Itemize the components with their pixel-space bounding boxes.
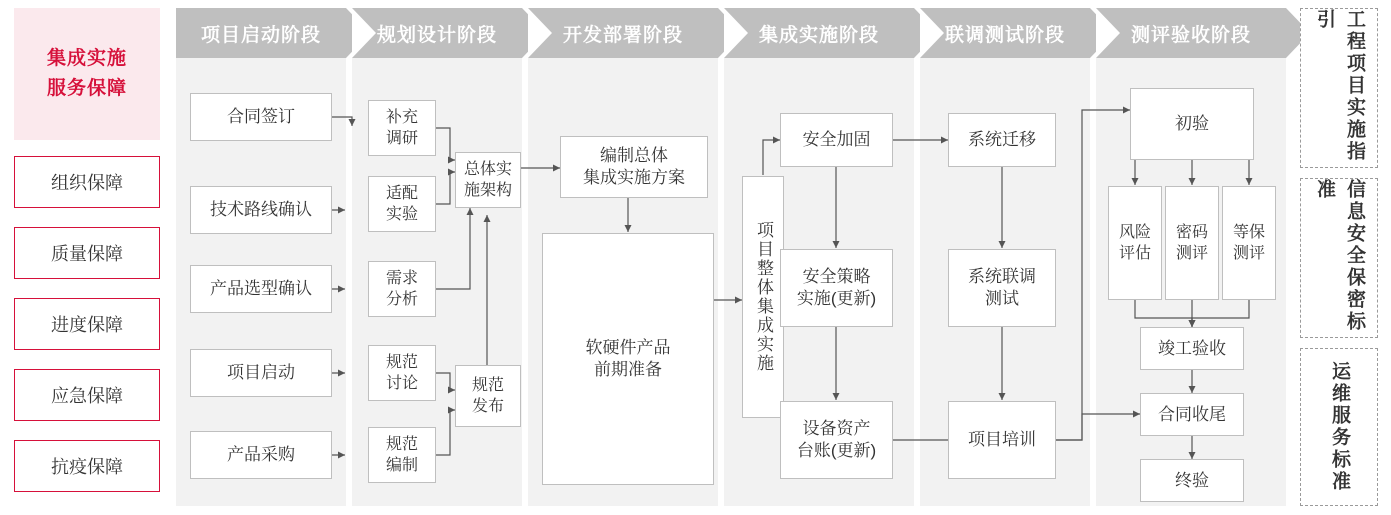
- left-item-emergency[interactable]: 应急保障: [14, 369, 160, 421]
- phase-header-3: [528, 8, 718, 58]
- phase-header-5-label: 联调测试阶段: [944, 24, 1065, 46]
- left-title-line-1: 集成实施: [46, 48, 127, 69]
- node-contract-closure[interactable]: 合同收尾: [1140, 393, 1244, 436]
- chevron-notch-icon: [920, 8, 944, 58]
- node-standard-drafting[interactable]: [368, 427, 436, 483]
- phase-header-3-label: 开发部署阶段: [562, 24, 683, 46]
- node-product-procurement[interactable]: 产品采购: [190, 431, 332, 479]
- node-cryptography-evaluation[interactable]: [1165, 186, 1219, 300]
- node-adaptation-experiment-line-1: 适配: [385, 185, 418, 202]
- node-project-training[interactable]: 项目培训: [948, 401, 1056, 479]
- node-crypto-eval-line-1: 密码: [1175, 224, 1208, 241]
- node-standard-release-line-1: 规范: [471, 377, 504, 394]
- node-security-hardening[interactable]: 安全加固: [780, 113, 893, 167]
- chevron-notch-icon: [352, 8, 376, 58]
- node-product-selection-confirm[interactable]: 产品选型确认: [190, 265, 332, 313]
- right-box-engineering-guideline-label: 工程项目实施指引: [1314, 9, 1365, 163]
- node-standard-discussion-line-1: 规范: [385, 354, 418, 371]
- node-adaptation-experiment-line-2: 实验: [385, 206, 418, 223]
- phase-header-6-label: 测评验收阶段: [1130, 24, 1251, 46]
- phase-header-4-label: 集成实施阶段: [758, 24, 879, 46]
- node-supplementary-research[interactable]: [368, 100, 436, 156]
- node-contract-signing[interactable]: 合同签订: [190, 93, 332, 141]
- chevron-notch-icon: [1096, 8, 1120, 58]
- node-asset-ledger-line-1: 设备资产: [802, 419, 871, 438]
- right-box-engineering-guideline[interactable]: [1300, 8, 1378, 168]
- left-title-line-2: 服务保障: [46, 78, 127, 99]
- node-system-migration[interactable]: 系统迁移: [948, 113, 1056, 167]
- chevron-notch-icon: [724, 8, 748, 58]
- phase-header-4: [724, 8, 914, 58]
- node-tech-route-confirm[interactable]: 技术路线确认: [190, 186, 332, 234]
- node-final-acceptance[interactable]: 终验: [1140, 459, 1244, 502]
- node-overall-plan-line-2: 集成实施方案: [583, 168, 685, 187]
- node-standard-drafting-line-1: 规范: [385, 436, 418, 453]
- phase-header-6: [1096, 8, 1286, 58]
- node-joint-test-line-2: 测试: [985, 289, 1019, 308]
- node-classified-eval-line-1: 等保: [1232, 224, 1265, 241]
- node-risk-assessment-line-2: 评估: [1118, 245, 1151, 262]
- node-requirement-analysis-line-2: 分析: [385, 291, 418, 308]
- node-supplementary-research-line-2: 调研: [385, 130, 418, 147]
- node-asset-ledger-update[interactable]: [780, 401, 893, 479]
- phase-header-2-label: 规划设计阶段: [376, 24, 497, 46]
- node-standard-drafting-line-2: 编制: [385, 457, 418, 474]
- node-security-policy-implementation[interactable]: [780, 249, 893, 327]
- node-security-policy-line-1: 安全策略: [802, 267, 871, 286]
- node-preliminary-acceptance[interactable]: 初验: [1130, 88, 1254, 160]
- node-overall-arch-line-1: 总体实: [463, 161, 512, 178]
- node-hw-sw-prep-line-1: 软硬件产品: [585, 338, 671, 357]
- right-box-security-standard[interactable]: [1300, 178, 1378, 338]
- node-risk-assessment-line-1: 风险: [1118, 224, 1151, 241]
- node-system-joint-test[interactable]: [948, 249, 1056, 327]
- node-completion-acceptance[interactable]: 竣工验收: [1140, 327, 1244, 370]
- node-supplementary-research-line-1: 补充: [385, 109, 418, 126]
- node-risk-assessment[interactable]: [1108, 186, 1162, 300]
- node-joint-test-line-1: 系统联调: [968, 267, 1036, 286]
- node-classified-protection-evaluation[interactable]: [1222, 186, 1276, 300]
- node-security-policy-line-2: 实施(更新): [796, 289, 877, 308]
- left-item-schedule[interactable]: 进度保障: [14, 298, 160, 350]
- node-requirement-analysis-line-1: 需求: [385, 270, 418, 287]
- left-item-quality[interactable]: 质量保障: [14, 227, 160, 279]
- node-overall-project-integration[interactable]: 项目整体集成实施: [742, 176, 784, 418]
- right-box-security-standard-label: 信息安全保密标准: [1314, 179, 1365, 333]
- phase-header-1-label: 项目启动阶段: [200, 24, 321, 46]
- right-box-ops-service-standard[interactable]: [1300, 348, 1378, 506]
- node-standard-discussion-line-2: 讨论: [385, 375, 418, 392]
- node-classified-eval-line-2: 测评: [1232, 245, 1265, 262]
- left-item-epidemic[interactable]: 抗疫保障: [14, 440, 160, 492]
- node-asset-ledger-line-2: 台账(更新): [796, 441, 877, 460]
- left-item-organization[interactable]: 组织保障: [14, 156, 160, 208]
- left-title: [14, 8, 160, 140]
- node-hw-sw-prep-line-2: 前期准备: [594, 360, 662, 379]
- node-overall-plan-line-1: 编制总体: [600, 146, 668, 165]
- node-standard-release-line-2: 发布: [471, 398, 504, 415]
- phase-header-2: [352, 8, 522, 58]
- node-overall-implementation-architecture[interactable]: [455, 152, 521, 208]
- node-requirement-analysis[interactable]: [368, 261, 436, 317]
- node-project-kickoff[interactable]: 项目启动: [190, 349, 332, 397]
- node-hardware-software-preparation[interactable]: [542, 233, 714, 485]
- node-crypto-eval-line-2: 测评: [1175, 245, 1208, 262]
- node-adaptation-experiment[interactable]: [368, 176, 436, 232]
- right-box-ops-service-standard-label: 运维服务标准: [1329, 361, 1350, 493]
- node-standard-release[interactable]: [455, 365, 521, 427]
- left-column: [14, 8, 160, 506]
- phase-header-1: [176, 8, 346, 58]
- node-standard-discussion[interactable]: [368, 345, 436, 401]
- phase-header-5: [920, 8, 1090, 58]
- node-overall-arch-line-2: 施架构: [463, 182, 512, 199]
- chevron-notch-icon: [528, 8, 552, 58]
- node-overall-integration-plan[interactable]: [560, 136, 708, 198]
